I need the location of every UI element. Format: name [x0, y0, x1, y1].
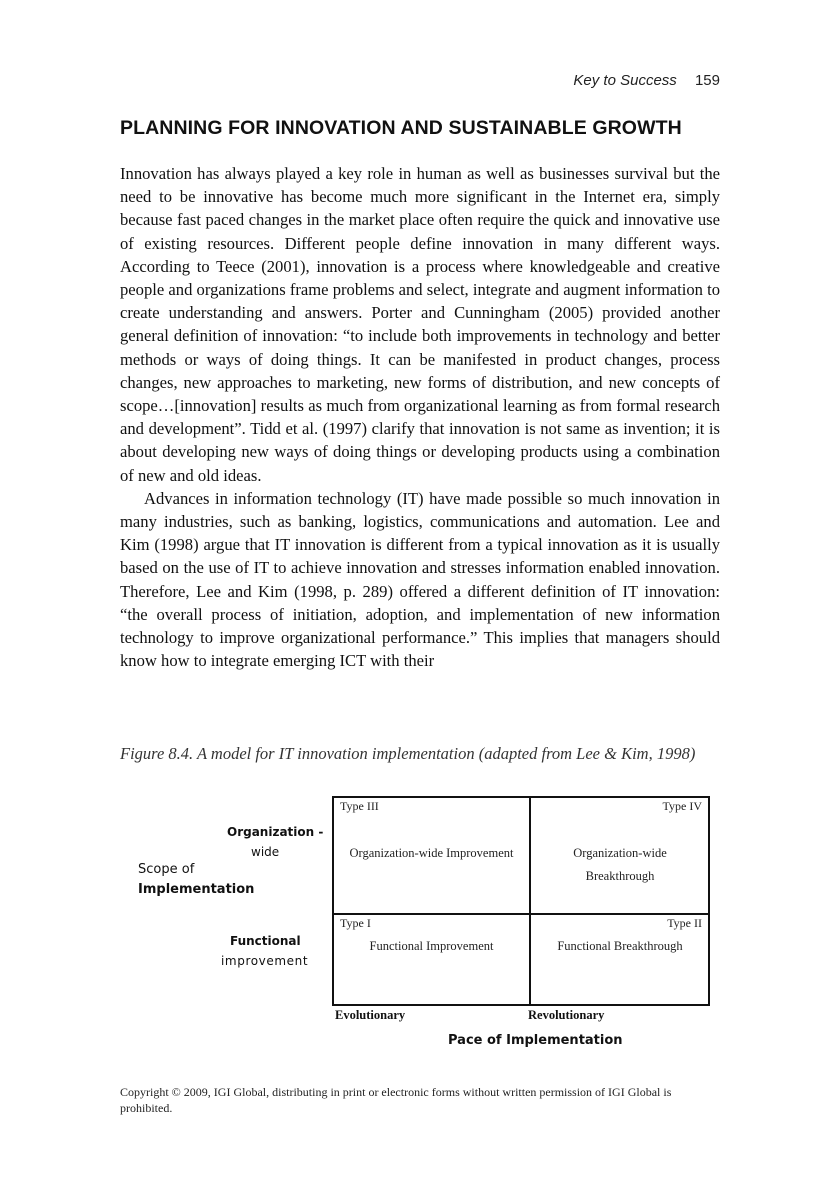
running-header — [573, 72, 720, 89]
quadrant-text: Organization-wide Improvement — [349, 846, 514, 860]
grid-divider-horizontal — [334, 913, 708, 915]
quadrant-text: Functional Breakthrough — [557, 939, 683, 953]
x-left-label: Evolutionary — [335, 1008, 406, 1022]
quadrant-text — [531, 842, 709, 888]
quadrant-grid — [332, 796, 710, 1006]
y-bottom-label-line2: improvement — [221, 954, 309, 968]
quadrant-text: Functional Improvement — [369, 939, 494, 953]
y-axis-title-line1: Scope of — [138, 862, 195, 877]
running-title: Key to Success — [573, 72, 677, 89]
quadrant-text-line1: Organization-wide — [573, 846, 667, 860]
section-title: PLANNING FOR INNOVATION AND SUSTAINABLE GROWTH — [120, 117, 682, 139]
y-top-label-line2: wide — [251, 845, 280, 859]
figure-caption: Figure 8.4. A model for IT innovation implementation (adapted from Lee & Kim, 1998) — [120, 744, 696, 763]
paragraph: Innovation has always played a key role in human as well as businesses survival but the need to be innovative has become much more significant in the Internet era, simply because fast paced changes in the market place often require the quick and innovative use of existing resources. Different people define innovation in many different ways. According to Teece (2001), innovation is a process where knowledgeable and creative people and organizations frame problems and select, integrate and augment information to create understanding and answers. Porter and Cunningham (2005) provided another general definition of innovation: “to include both improvements in technology and better methods or ways of doing things. It can be manifested in product changes, process changes, new approaches to marketing, new forms of distribution, and new concepts of scope…[innovation] results as much from organizational learning as from formal research and development”. Tidd et al. (1997) clarify that innovation is not same as invention; it is about developing new ways of doing things or developing products using a combination of new and old ideas. — [120, 164, 720, 485]
quadrant-type-label: Type IV — [662, 799, 702, 813]
x-right-label: Revolutionary — [528, 1008, 605, 1022]
body-text — [120, 162, 720, 672]
y-bottom-label-line1: Functional — [230, 934, 301, 948]
quadrant-text-line2: Breakthrough — [585, 869, 655, 883]
y-axis-title-line2: Implementation — [138, 882, 255, 897]
quadrant-type-label: Type II — [667, 916, 702, 930]
grid-divider-vertical — [529, 798, 531, 1004]
page-number: 159 — [694, 72, 720, 89]
x-axis-title: Pace of Implementation — [448, 1033, 623, 1048]
quadrant-type-label: Type III — [340, 799, 379, 813]
copyright-footer: Copyright © 2009, IGI Global, distributing in print or electronic forms without written permission of IGI Global is prohibited. — [120, 1085, 672, 1115]
y-top-label-line1: Organization - — [227, 825, 324, 839]
paragraph: Advances in information technology (IT) have made possible so much innovation in many industries, such as banking, logistics, communications and automation. Lee and Kim (1998) argue that IT innovation is different from a typical innovation as it is usually based on the use of IT to achieve innovation and stresses information enabled innovation. Therefore, Lee and Kim (1998, p. 289) offered a different definition of IT innovation: “the overall process of initiation, adoption, and implementation of new information technology to improve organizational performance.” This implies that managers should know how to integrate emerging ICT with their — [120, 488, 720, 671]
quadrant-type-label: Type I — [340, 916, 371, 930]
